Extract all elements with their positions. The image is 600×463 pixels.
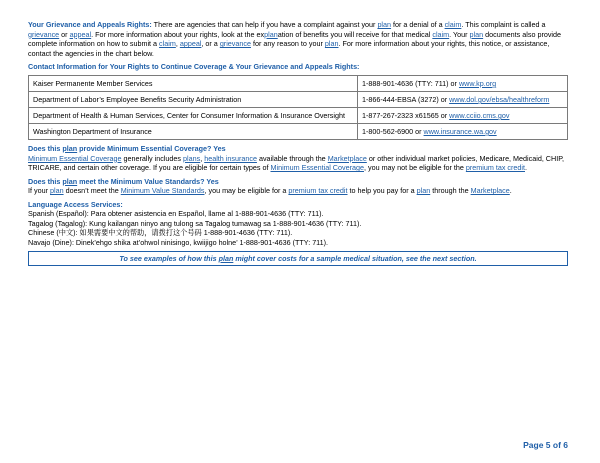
agency-name: Kaiser Permanente Member Services xyxy=(29,75,358,91)
language-heading: Language Access Services: xyxy=(28,199,123,209)
grievance-link[interactable]: grievance xyxy=(219,39,251,49)
claim-link[interactable]: claim xyxy=(444,20,462,29)
claim-link[interactable]: claim xyxy=(432,29,450,39)
plan-link[interactable]: plan xyxy=(49,186,64,196)
page-number: Page 5 of 6 xyxy=(523,440,568,450)
marketplace-link[interactable]: Marketplace xyxy=(470,186,510,196)
page-content xyxy=(28,20,568,266)
grievance-paragraph: Your Grievance and Appeals Rights: There are agencies that can help if you have a complaint against your plan for a denial of a claim. This complaint is called a grievance or appeal. For more information about your rights, look at the explanation of benefits you will receive for that medical claim. Your plan documents also provide complete information on how to submit a claim, appeal, or a grievance for any reason to your plan. For more information about your rights, this notice, or assistance, contact the agencies in the chart below. xyxy=(28,20,562,58)
appeal-link[interactable]: appeal xyxy=(69,29,92,39)
contacts-heading: Contact Information for Your Rights to Continue Coverage & Your Grievance and Appeals Rights: xyxy=(28,62,360,72)
agency-contact: 1-800-562-6900 or www.insurance.wa.gov xyxy=(358,123,568,139)
mec-link[interactable]: Minimum Essential Coverage xyxy=(270,163,364,173)
plan-link[interactable]: plan xyxy=(264,29,278,39)
table-row xyxy=(29,107,568,123)
table-row xyxy=(29,75,568,91)
plan-link[interactable]: plan xyxy=(218,253,234,263)
mec-link[interactable]: Minimum Essential Coverage xyxy=(28,153,122,163)
appeal-link[interactable]: appeal xyxy=(179,39,202,49)
plans-link[interactable]: plans xyxy=(183,153,201,163)
mec-paragraph: Minimum Essential Coverage generally includes plans, health insurance available through the Marketplace or other individual market policies, Medicare, Medicaid, CHIP, TRICARE, and certain other coverage. If you are eligible for certain types of Minimum Essential Coverage, you may not be eligible for the premium tax credit. xyxy=(28,153,565,173)
grievance-link[interactable]: grievance xyxy=(28,29,60,39)
agency-website-link[interactable]: www.dol.gov/ebsa/healthreform xyxy=(449,94,550,104)
mvs-heading: Does this plan meet the Minimum Value Standards? Yes xyxy=(28,176,219,186)
table-row xyxy=(29,91,568,107)
mvs-paragraph: If your plan doesn’t meet the Minimum Value Standards, you may be eligible for a premium tax credit to help you pay for a plan through the Marketplace. xyxy=(28,186,512,196)
language-access-section xyxy=(28,200,568,247)
premium-tax-credit-link[interactable]: premium tax credit xyxy=(288,186,348,196)
marketplace-link[interactable]: Marketplace xyxy=(327,153,367,163)
next-section-note: To see examples of how this plan might cover costs for a sample medical situation, see the next section. xyxy=(28,251,568,266)
language-line: Tagalog (Tagalog): Kung kailangan ninyo ang tulong sa Tagalog tumawag sa 1-888-901-4636 (TTY: 711). xyxy=(28,218,362,228)
agency-name: Department of Health & Human Services, Center for Consumer Information & Insurance Oversight xyxy=(29,107,358,123)
plan-link[interactable]: plan xyxy=(416,186,431,196)
table-row xyxy=(29,123,568,139)
plan-link[interactable]: plan xyxy=(62,176,78,186)
plan-link[interactable]: plan xyxy=(62,143,78,153)
agency-contact: 1-877-267-2323 x61565 or www.cciio.cms.gov xyxy=(358,107,568,123)
agency-name: Washington Department of Insurance xyxy=(29,123,358,139)
mvs-link[interactable]: Minimum Value Standards xyxy=(120,186,205,196)
agency-contact: 1-888-901-4636 (TTY: 711) or www.kp.org xyxy=(358,75,568,91)
contacts-table xyxy=(28,75,568,140)
plan-link[interactable]: plan xyxy=(469,29,484,39)
plan-link[interactable]: plan xyxy=(324,39,339,49)
agency-website-link[interactable]: www.kp.org xyxy=(458,78,497,88)
agency-contact: 1-866-444-EBSA (3272) or www.dol.gov/ebsa/healthreform xyxy=(358,91,568,107)
grievance-heading: Your Grievance and Appeals Rights: xyxy=(28,20,152,29)
language-line: Spanish (Español): Para obtener asistencia en Español, llame al 1-888-901-4636 (TTY: 711). xyxy=(28,209,324,219)
claim-link[interactable]: claim xyxy=(159,39,176,49)
premium-tax-credit-link[interactable]: premium tax credit xyxy=(465,163,525,173)
agency-website-link[interactable]: www.insurance.wa.gov xyxy=(423,126,497,136)
agency-website-link[interactable]: www.cciio.cms.gov xyxy=(449,110,510,120)
language-line: Chinese (中文): 如果需要中文的帮助，请拨打这个号码 1-888-901-4636 (TTY: 711). xyxy=(28,228,293,238)
mec-heading: Does this plan provide Minimum Essential Coverage? Yes xyxy=(28,143,226,153)
language-line: Navajo (Dine): Dinek’ehgo shika at’ohwol ninisingo, kwiijigo holne’ 1-888-901-4636 (TTY: 711). xyxy=(28,237,329,247)
health-insurance-link[interactable]: health insurance xyxy=(204,153,257,163)
agency-name: Department of Labor’s Employee Benefits Security Administration xyxy=(29,91,358,107)
plan-link[interactable]: plan xyxy=(377,20,392,29)
